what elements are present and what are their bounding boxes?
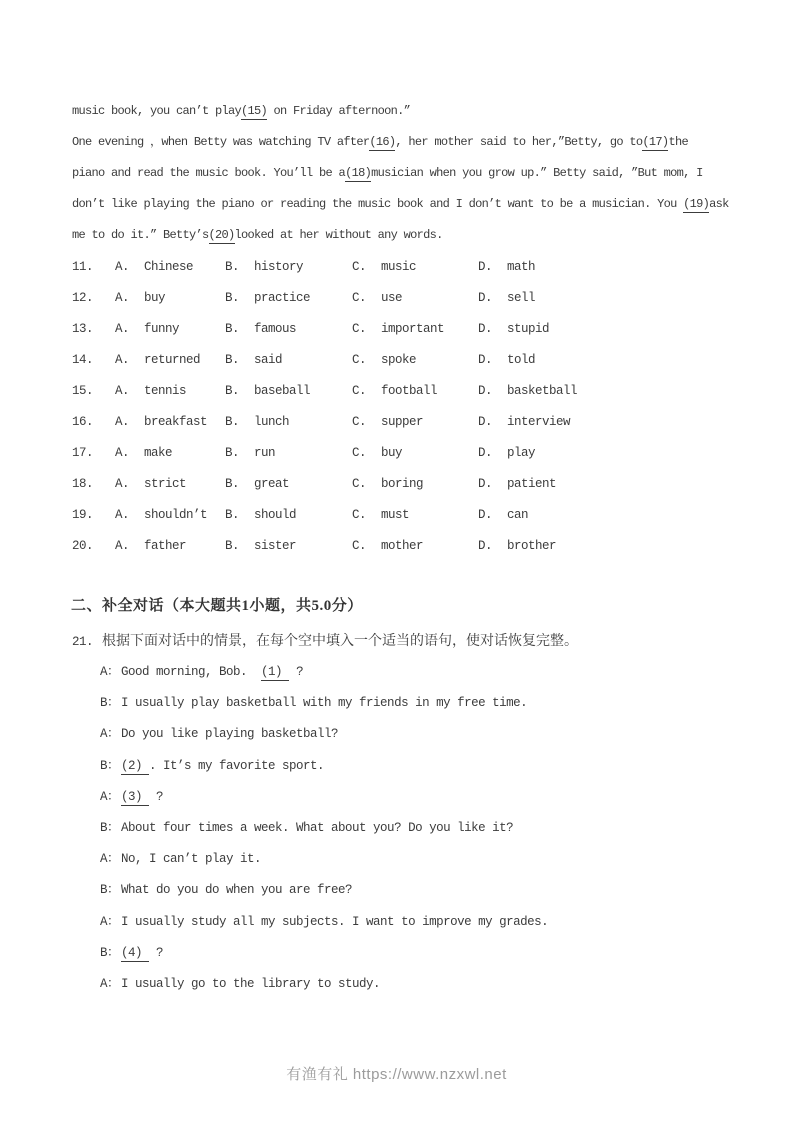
option-c <box>352 531 478 562</box>
passage-line <box>72 220 742 251</box>
text-segment: I usually play basketball with my friends in my free time. <box>121 696 528 711</box>
option-a <box>115 345 225 376</box>
text-segment: on Friday afternoon.” <box>267 104 411 118</box>
option-c <box>352 438 478 469</box>
option-text: tennis <box>144 384 187 398</box>
question-number: 14. <box>72 353 94 367</box>
cloze-question-row <box>72 252 762 283</box>
dialogue-speaker: A： <box>100 665 120 679</box>
dialogue-line <box>100 751 750 782</box>
passage-line <box>72 96 742 127</box>
option-a <box>115 469 225 500</box>
option-label: B. <box>225 446 240 460</box>
dialogue-line <box>100 907 750 938</box>
option-text: play <box>507 446 536 460</box>
option-label: A. <box>115 384 130 398</box>
option-text: buy <box>381 446 403 460</box>
option-label: C. <box>352 446 367 460</box>
option-text: important <box>381 322 445 336</box>
text-segment: , her mother said to her,”Betty, go to <box>395 135 643 149</box>
option-label: D. <box>478 415 493 429</box>
dialogue-speaker: A： <box>100 852 120 867</box>
cloze-question-row <box>72 314 762 345</box>
option-text: sell <box>507 291 536 305</box>
passage-line <box>72 158 742 189</box>
option-d <box>478 438 762 469</box>
text-segment: ? <box>149 789 164 804</box>
option-text: history <box>254 260 304 274</box>
text-segment: I usually go to the library to study. <box>121 976 381 991</box>
option-label: D. <box>478 291 493 305</box>
option-text: father <box>144 539 187 553</box>
text-segment: ? <box>289 665 304 679</box>
option-b <box>225 531 352 562</box>
option-text: told <box>507 353 536 367</box>
option-text: can <box>507 508 529 522</box>
option-label: B. <box>225 539 240 553</box>
text-segment: About four times a week. What about you? Do you like it? <box>121 820 514 835</box>
option-label: B. <box>225 260 240 274</box>
option-a <box>115 283 225 314</box>
blank-underline: (16) <box>369 135 396 149</box>
question-number: 13. <box>72 322 94 336</box>
option-label: D. <box>478 384 493 398</box>
option-a <box>115 438 225 469</box>
dialogue-line <box>100 875 750 906</box>
option-label: B. <box>225 353 240 367</box>
text-segment: the <box>668 135 688 149</box>
option-label: D. <box>478 477 493 491</box>
question-21-instruction: 根据下面对话中的情景，在每个空中填入一个适当的语句，使对话恢复完整。 <box>102 634 579 649</box>
dialogue-block <box>100 657 750 1000</box>
blank-underline: (3) <box>121 789 150 804</box>
option-label: B. <box>225 384 240 398</box>
option-d <box>478 283 762 314</box>
text-segment: Good morning, Bob. <box>121 665 262 679</box>
option-label: C. <box>352 291 367 305</box>
watermark-footer: 有渔有礼 https://www.nzxwl.net <box>286 1066 507 1083</box>
option-text: should <box>254 508 297 522</box>
option-label: C. <box>352 322 367 336</box>
cloze-question-row <box>72 376 762 407</box>
text-segment: me to do it.” Betty’s <box>72 228 209 242</box>
option-d <box>478 531 762 562</box>
cloze-options-block <box>72 252 762 562</box>
blank-underline: (2) <box>121 758 150 773</box>
dialogue-line <box>100 938 750 969</box>
option-label: C. <box>352 260 367 274</box>
option-c <box>352 283 478 314</box>
option-a <box>115 531 225 562</box>
cloze-question-row <box>72 531 762 562</box>
section-two-heading: 二、补全对话（本大题共1小题，共5.0分） <box>71 598 363 614</box>
option-label: B. <box>225 508 240 522</box>
text-segment: music book, you can’t play <box>72 104 242 118</box>
question-number: 11. <box>72 260 94 274</box>
option-label: A. <box>115 291 130 305</box>
option-text: lunch <box>254 415 290 429</box>
option-text: use <box>381 291 403 305</box>
option-a <box>115 314 225 345</box>
option-text: buy <box>144 291 166 305</box>
dialogue-speaker: A： <box>100 976 120 991</box>
option-label: B. <box>225 291 240 305</box>
option-c <box>352 469 478 500</box>
dialogue-line <box>100 782 750 813</box>
option-b <box>225 345 352 376</box>
option-c <box>352 252 478 283</box>
text-segment: looked at her without any words. <box>234 228 443 242</box>
question-number: 21. <box>72 635 94 649</box>
option-label: C. <box>352 415 367 429</box>
option-label: B. <box>225 415 240 429</box>
dialogue-line <box>100 844 750 875</box>
option-text: supper <box>381 415 424 429</box>
option-text: brother <box>507 539 557 553</box>
option-c <box>352 500 478 531</box>
option-text: famous <box>254 322 297 336</box>
dialogue-line <box>100 969 750 1000</box>
option-label: A. <box>115 508 130 522</box>
text-segment: piano and read the music book. You’ll be a <box>72 166 346 180</box>
option-text: breakfast <box>144 415 208 429</box>
blank-underline: (1) <box>261 665 290 679</box>
option-label: D. <box>478 353 493 367</box>
text-segment: What do you do when you are free? <box>121 883 353 898</box>
option-a <box>115 407 225 438</box>
option-text: patient <box>507 477 557 491</box>
question-number: 19. <box>72 508 94 522</box>
option-text: math <box>507 260 536 274</box>
text-segment: musician when you grow up.” Betty said, ”But mom, I <box>371 166 703 180</box>
cloze-question-row <box>72 283 762 314</box>
dialogue-speaker: B： <box>100 758 120 773</box>
blank-underline: (18) <box>345 166 372 180</box>
option-text: Chinese <box>144 260 194 274</box>
text-segment: ask <box>709 197 729 211</box>
option-label: B. <box>225 322 240 336</box>
option-label: D. <box>478 539 493 553</box>
option-a <box>115 252 225 283</box>
option-text: football <box>381 384 438 398</box>
option-text: mother <box>381 539 424 553</box>
text-segment: One evening ，when Betty was watching TV after <box>72 135 370 149</box>
option-label: D. <box>478 508 493 522</box>
option-text: basketball <box>507 384 578 398</box>
option-text: run <box>254 446 276 460</box>
blank-underline: (19) <box>683 197 710 211</box>
option-label: D. <box>478 446 493 460</box>
dialogue-speaker: B： <box>100 945 120 960</box>
option-d <box>478 469 762 500</box>
option-d <box>478 376 762 407</box>
blank-underline: (15) <box>241 104 268 118</box>
option-text: practice <box>254 291 311 305</box>
question-21-line <box>72 626 578 657</box>
blank-underline: (20) <box>208 228 235 242</box>
dialogue-line <box>100 719 750 750</box>
option-label: C. <box>352 353 367 367</box>
option-b <box>225 438 352 469</box>
option-text: must <box>381 508 410 522</box>
option-label: B. <box>225 477 240 491</box>
passage-line <box>72 189 742 220</box>
option-d <box>478 314 762 345</box>
dialogue-speaker: A： <box>100 914 120 929</box>
dialogue-speaker: A： <box>100 789 120 804</box>
option-b <box>225 283 352 314</box>
option-text: make <box>144 446 173 460</box>
option-label: C. <box>352 539 367 553</box>
cloze-question-row <box>72 500 762 531</box>
option-label: A. <box>115 322 130 336</box>
option-b <box>225 376 352 407</box>
option-label: C. <box>352 384 367 398</box>
option-c <box>352 314 478 345</box>
question-number: 16. <box>72 415 94 429</box>
option-label: D. <box>478 322 493 336</box>
option-b <box>225 407 352 438</box>
dialogue-line <box>100 813 750 844</box>
question-number: 12. <box>72 291 94 305</box>
text-segment: Do you like playing basketball? <box>121 727 339 742</box>
option-label: C. <box>352 477 367 491</box>
blank-underline: (4) <box>121 945 150 960</box>
option-text: baseball <box>254 384 311 398</box>
option-a <box>115 376 225 407</box>
option-b <box>225 500 352 531</box>
option-d <box>478 345 762 376</box>
dialogue-speaker: B： <box>100 820 120 835</box>
option-c <box>352 345 478 376</box>
option-label: C. <box>352 508 367 522</box>
dialogue-speaker: B： <box>100 696 120 711</box>
dialogue-line <box>100 657 750 688</box>
option-label: A. <box>115 477 130 491</box>
cloze-question-row <box>72 407 762 438</box>
text-segment: No, I can’t play it. <box>121 852 262 867</box>
option-text: returned <box>144 353 201 367</box>
cloze-question-row <box>72 469 762 500</box>
option-text: said <box>254 353 283 367</box>
option-b <box>225 252 352 283</box>
option-text: spoke <box>381 353 417 367</box>
option-b <box>225 314 352 345</box>
option-label: A. <box>115 260 130 274</box>
option-text: stupid <box>507 322 550 336</box>
cloze-question-row <box>72 438 762 469</box>
cloze-question-row <box>72 345 762 376</box>
option-label: A. <box>115 539 130 553</box>
option-text: funny <box>144 322 180 336</box>
question-number: 18. <box>72 477 94 491</box>
option-text: shouldn’t <box>144 508 208 522</box>
text-segment: . It’s my favorite sport. <box>149 758 325 773</box>
passage-line <box>72 127 742 158</box>
option-label: D. <box>478 260 493 274</box>
option-text: great <box>254 477 290 491</box>
dialogue-speaker: A： <box>100 727 120 742</box>
option-b <box>225 469 352 500</box>
text-segment: ? <box>149 945 164 960</box>
option-c <box>352 407 478 438</box>
blank-underline: (17) <box>642 135 669 149</box>
option-label: A. <box>115 353 130 367</box>
option-label: A. <box>115 446 130 460</box>
option-d <box>478 500 762 531</box>
option-d <box>478 407 762 438</box>
option-d <box>478 252 762 283</box>
dialogue-speaker: B： <box>100 883 120 898</box>
option-text: music <box>381 260 417 274</box>
cloze-passage <box>72 96 742 251</box>
option-c <box>352 376 478 407</box>
option-a <box>115 500 225 531</box>
question-number: 15. <box>72 384 94 398</box>
text-segment: I usually study all my subjects. I want to improve my grades. <box>121 914 549 929</box>
dialogue-line <box>100 688 750 719</box>
question-number: 20. <box>72 539 94 553</box>
option-text: strict <box>144 477 187 491</box>
option-text: interview <box>507 415 571 429</box>
question-number: 17. <box>72 446 94 460</box>
option-text: sister <box>254 539 297 553</box>
text-segment: don’t like playing the piano or reading the music book and I don’t want to be a musician. You <box>72 197 684 211</box>
option-text: boring <box>381 477 424 491</box>
option-label: A. <box>115 415 130 429</box>
